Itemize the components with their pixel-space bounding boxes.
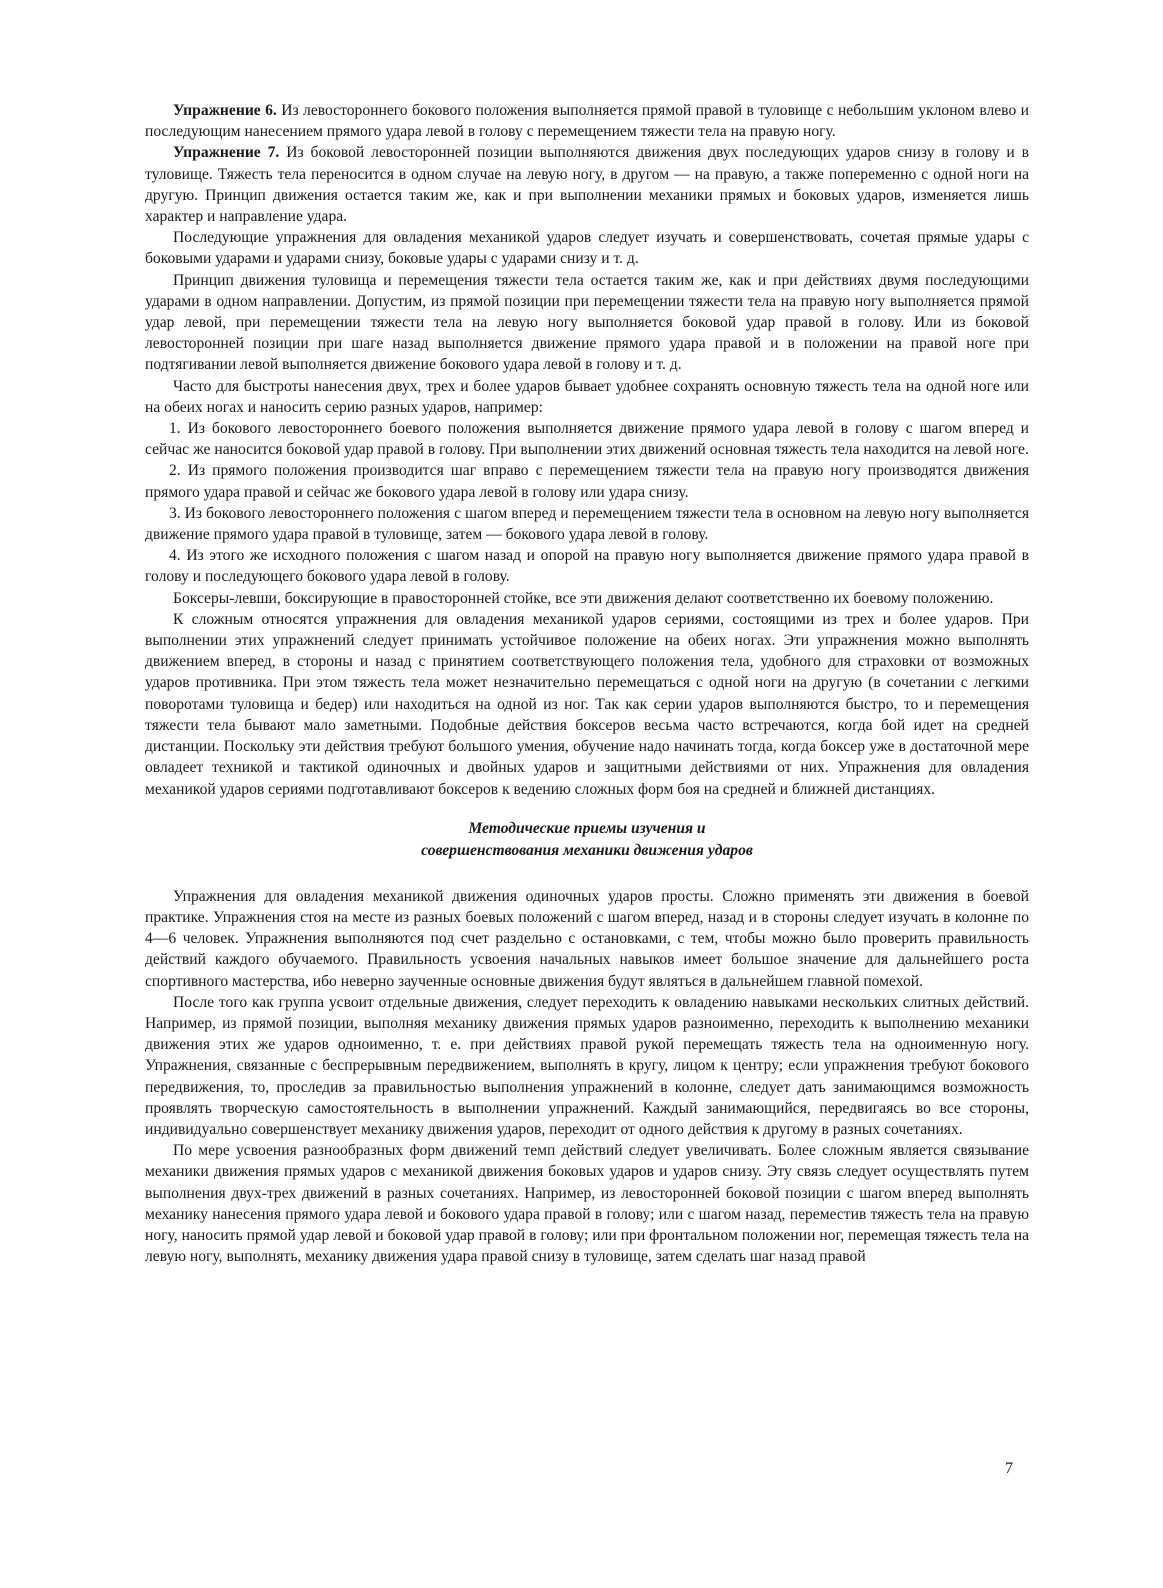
section-heading-line-1: Методические приемы изучения и bbox=[468, 819, 706, 837]
paragraph: Принцип движения туловища и перемещения тяжести тела остается таким же, как и при действиях двумя последующими ударами в одном направлении. Допустим, из прямой позиции при перемещении тяжести тела на правую ногу выполняется прямой удар левой, при перемещении тяжести тела на левую ногу выполняется боковой удар правой в голову. Или из боковой левосторонней позиции при шаге назад выполняется движение прямого удара правой и в положении на правой ноге при подтягивании левой выполняется движение бокового удара левой в голову и т. д. bbox=[145, 271, 1029, 374]
list-item: 4. Из этого же исходного положения с шагом назад и опорой на правую ногу выполняется движение прямого удара правой в голову и последующего бокового удара левой в голову. bbox=[145, 547, 1029, 586]
paragraph: По мере усвоения разнообразных форм движений темп действий следует увеличивать. Более сложным является связывание механики движения прямых ударов с механикой движения боковых ударов и ударов снизу. Эту связь следует осуществлять путем выполнения двух-трех движений в разных сочетаниях. Например, из левосторонней боковой позиции с шагом вперед выполнять механику нанесения прямого удара левой и бокового удара правой в голову; или с шагом назад, переместив тяжесть тела на правую ногу, наносить прямой удар левой и боковой удар правой в голову; или при фронтальном положении ног, перемещая тяжесть тела на левую ногу, выполнять, механику движения удара правой снизу в туловище, затем сделать шаг назад правой bbox=[145, 1142, 1029, 1266]
list-item: 2. Из прямого положения производится шаг вправо с перемещением тяжести тела на правую ногу производятся движения прямого удара правой и сейчас же бокового удара левой в голову или удара снизу. bbox=[145, 462, 1029, 501]
paragraph-exercise-7 bbox=[145, 142, 1029, 227]
list-item: 1. Из бокового левостороннего боевого положения выполняется движение прямого удара левой в голову с шагом вперед и сейчас же наносится боковой удар правой в голову. При выполнении этих движений основная тяжесть тела находится на левой ноге. bbox=[145, 420, 1029, 459]
list-item: 3. Из бокового левостороннего положения с шагом вперед и перемещением тяжести тела в основном на левую ногу выполняется движение прямого удара правой в туловище, затем — бокового удара левой в голову. bbox=[145, 504, 1029, 544]
paragraph: После того как группа усвоит отдельные движения, следует переходить к овладению навыками нескольких слитных действий. Например, из прямой позиции, выполняя механику движения прямых ударов разноименно, переходить к выполнению механики движения этих же ударов одноименно, т. е. при действиях правой рукой перемещать тяжесть тела на одноименную ногу. Упражнения, связанные с беспрерывным передвижением, выполнять в кругу, лицом к центру; если упражнения требуют бокового передвижения, то, проследив за правильностью выполнения упражнений в колонне, следует дать занимающимся возможность проявлять творческую самостоятельность в выполнении упражнений. Каждый занимающийся, передвигаясь во все стороны, индивидуально совершенствует механику движения ударов, переходит от одного действия к другому в разных сочетаниях. bbox=[145, 993, 1029, 1138]
paragraph: Часто для быстроты нанесения двух, трех и более ударов бывает удобнее сохранять основную тяжесть тела на одной ноге или на обеих ногах и наносить серию разных ударов, например: bbox=[145, 377, 1029, 416]
page-number: 7 bbox=[1005, 1460, 1013, 1477]
paragraph-exercise-6 bbox=[145, 100, 1029, 142]
exercise-6-text: Из левостороннего бокового положения выполняется прямой правой в туловище с небольшим уклоном влево и последующим нанесением прямого удара левой в голову с перемещением тяжести тела на правую ногу. bbox=[145, 102, 1029, 141]
paragraph: Упражнения для овладения механикой движения одиночных ударов просты. Сложно применять эти движения в боевой практике. Упражнения стоя на месте из разных боевых положений с шагом вперед, назад и в стороны следует изучать в колонне по 4—6 человек. Упражнения выполняются под счет раздельно с остановками, с тем, чтобы можно было проверить правильность действий каждого обучаемого. Правильность усвоения начальных навыков имеет большое значение для дальнейшего роста спортивного мастерства, ибо неверно заученные основные движения будут являться в дальнейшем главной помехой. bbox=[145, 887, 1029, 990]
exercise-7-lead: Упражнение 7. bbox=[173, 144, 280, 162]
section-heading bbox=[145, 818, 1029, 862]
section-heading-line-2: совершенствования механики движения ударов bbox=[421, 841, 753, 859]
paragraph: Последующие упражнения для овладения механикой ударов следует изучать и совершенствовать, сочетая прямые удары с боковыми ударами и ударами снизу, боковые удары с ударами снизу и т. д. bbox=[145, 229, 1029, 268]
exercise-7-text: Из боковой левосторонней позиции выполняются движения двух последующих ударов снизу в голову и в туловище. Тяжесть тела переносится в одном случае на левую ногу, в другом — на правую, а также попеременно с одной ноги на другую. Принцип движения остается таким же, как и при выполнении механики прямых и боковых ударов, изменяется лишь характер и направление удара. bbox=[145, 144, 1029, 226]
main-text bbox=[145, 100, 1029, 1267]
exercise-6-lead: Упражнение 6. bbox=[173, 102, 277, 119]
paragraph: Боксеры-левши, боксирующие в правосторонней стойке, все эти движения делают соответственно их боевому положению. bbox=[173, 589, 994, 607]
paragraph: К сложным относятся упражнения для овладения механикой ударов сериями, состоящими из трех и более ударов. При выполнении этих упражнений следует принимать устойчивое положение на обеих ногах. Эти упражнения можно выполнять движением вперед, в стороны и назад с принятием соответствующего положения тела, удобного для страховки от возможных ударов противника. При этом тяжесть тела может незначительно перемещаться с одной ноги на другую (в сочетании с легкими поворотами туловища и бедер) или находиться на одной из ног. Так как серии ударов выполняются быстро, то и перемещения тяжести тела бывают мало заметными. Подобные действия боксеров весьма часто встречаются, когда бой идет на средней дистанции. Поскольку эти действия требуют большого умения, обучение надо начинать тогда, когда боксер уже в достаточной мере овладеет техникой и тактикой одиночных и двойных ударов и защитными действиями от них. Упражнения для овладения механикой ударов сериями подготавливают боксеров к ведению сложных форм боя на средней и ближней дистанциях. bbox=[145, 610, 1029, 798]
